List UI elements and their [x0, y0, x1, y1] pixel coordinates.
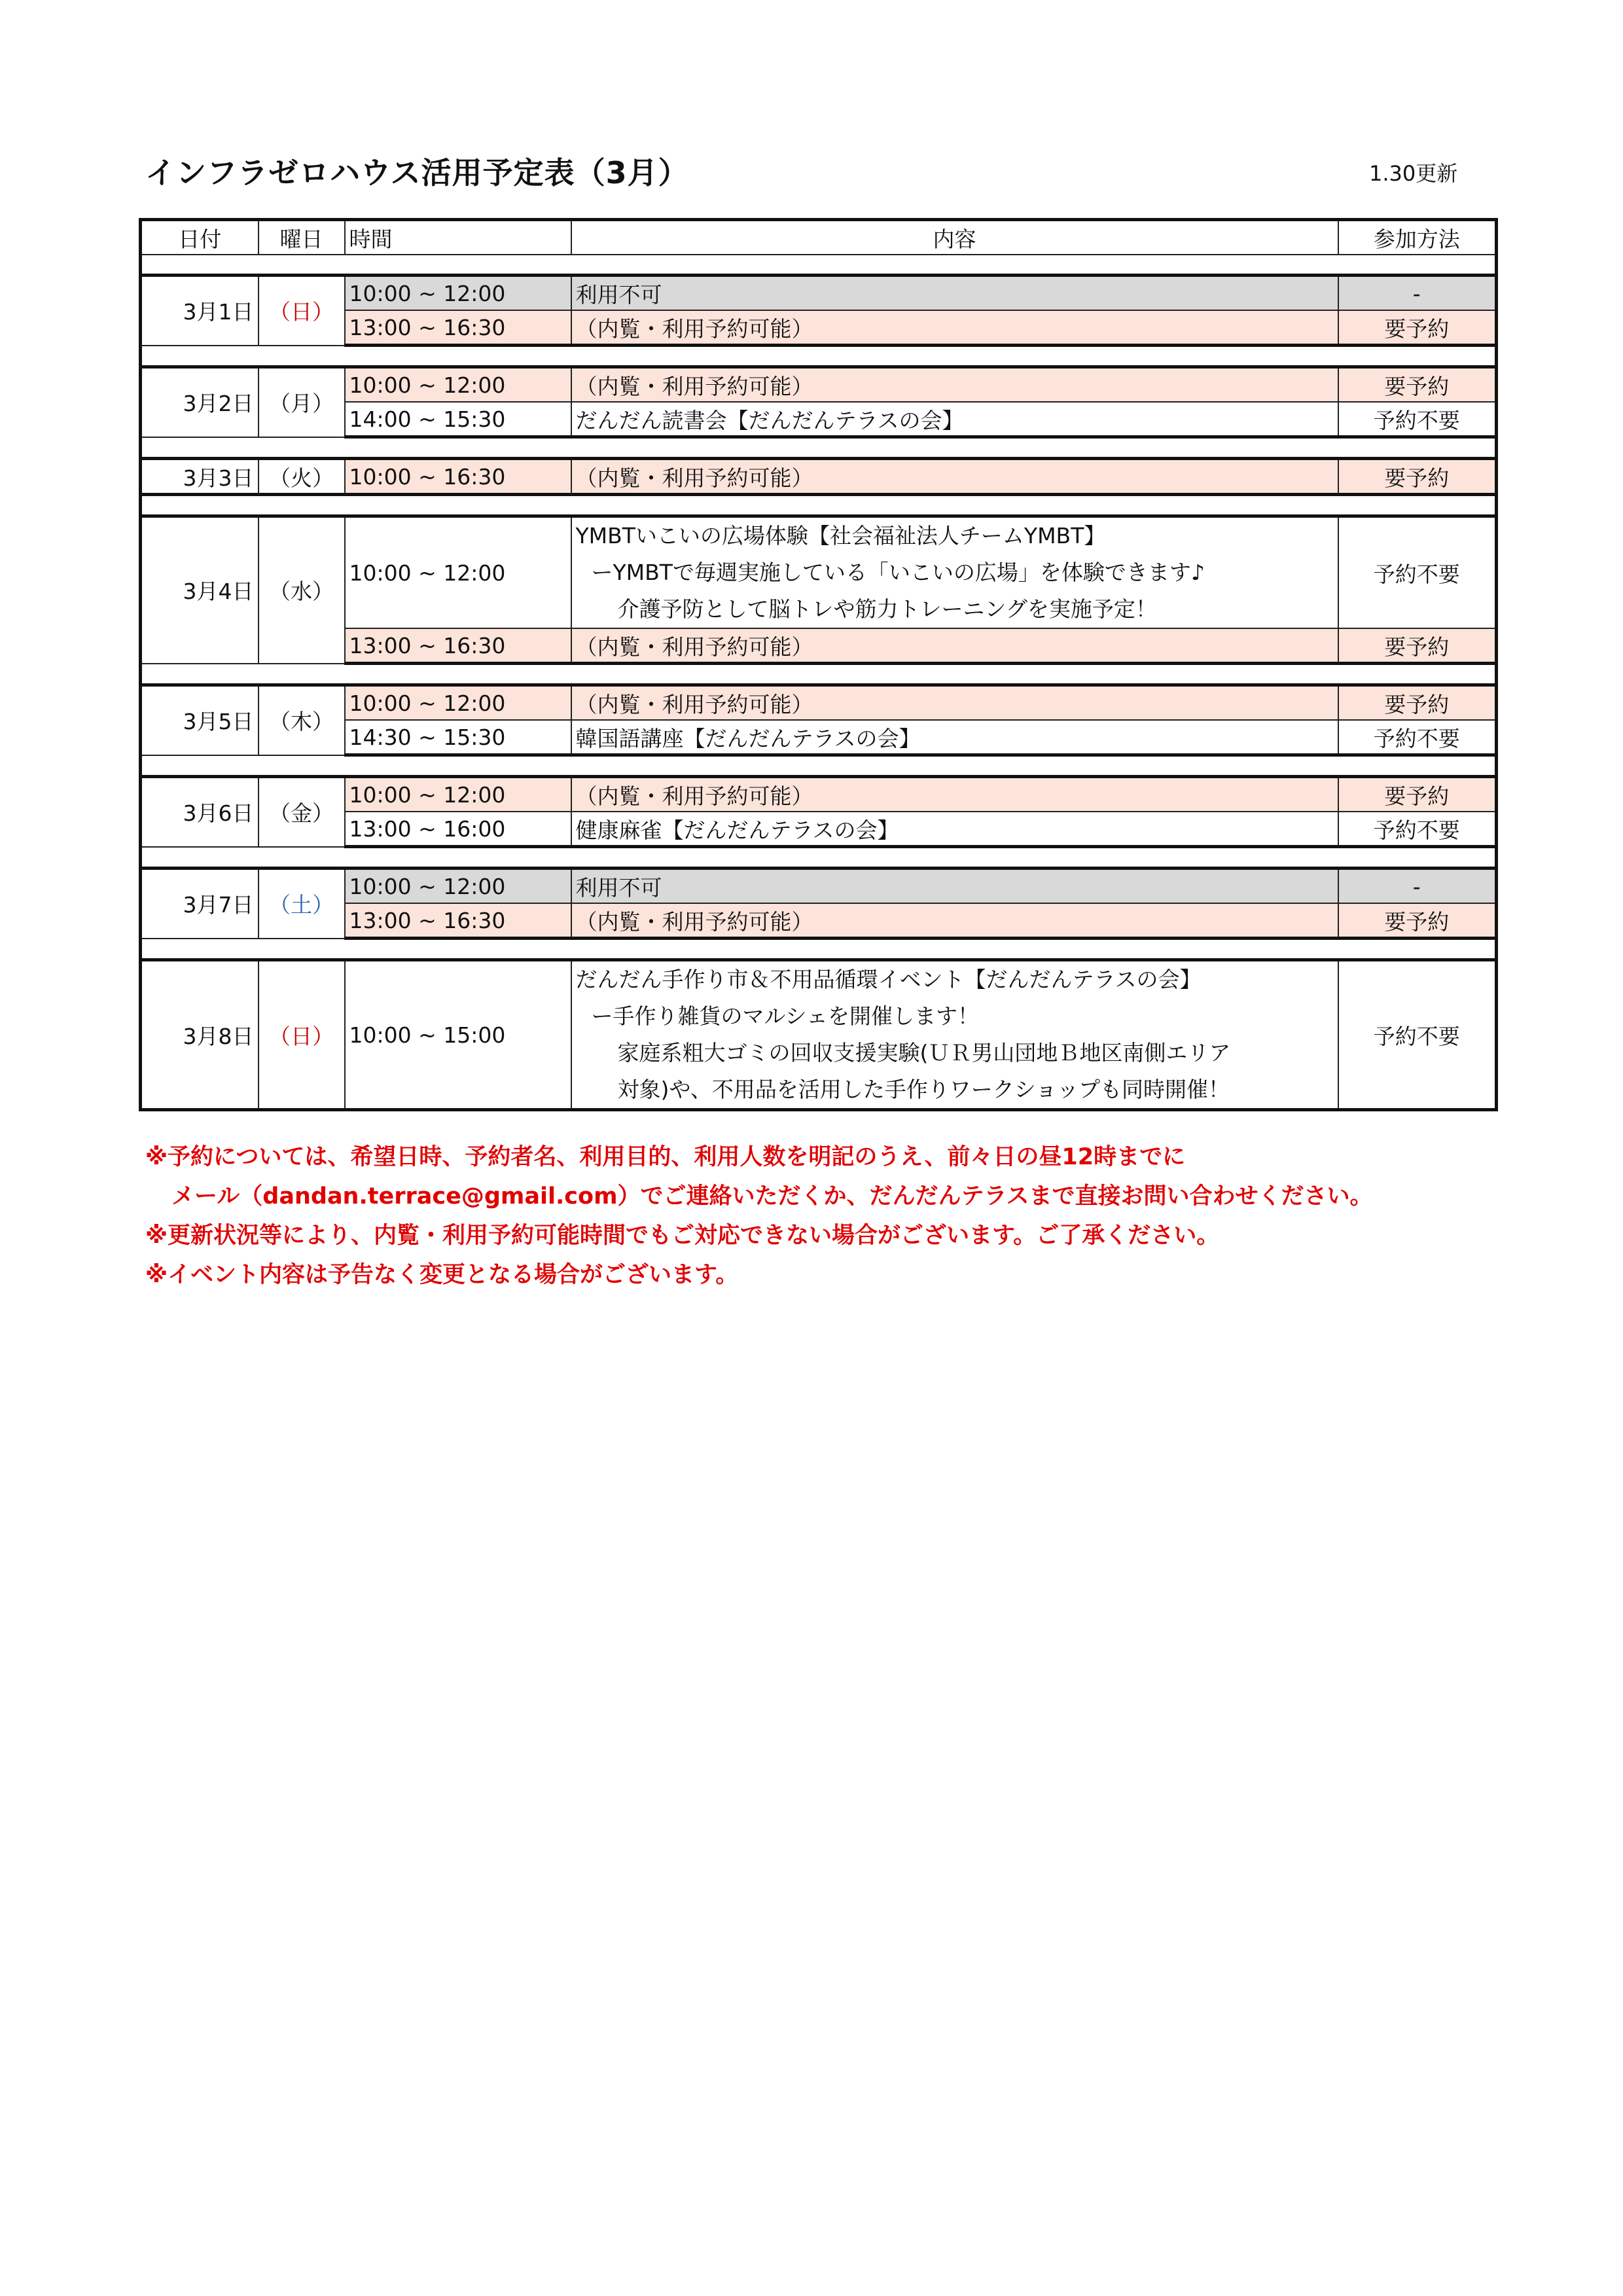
row-method: 要予約 — [1338, 310, 1497, 346]
row-content — [571, 516, 1338, 629]
schedule-table — [139, 218, 1498, 1111]
content-line: 介護予防として脳トレや筋力トレーニングを実施予定！ — [617, 596, 1157, 622]
row-date: 3月2日 — [141, 367, 259, 437]
table-row — [141, 869, 1497, 904]
row-method: 要予約 — [1338, 685, 1497, 721]
row-dow: （金） — [259, 777, 345, 847]
row-content: 利用不可 — [571, 276, 1338, 311]
row-time: 10:00 ~ 12:00 — [345, 869, 571, 904]
row-dow: （月） — [259, 367, 345, 437]
page-title: インフラゼロハウス活用予定表（3月） — [145, 155, 689, 190]
row-content: 利用不可 — [571, 869, 1338, 904]
content-line: ー手作り雑貨のマルシェを開催します！ — [591, 1003, 980, 1029]
row-time: 10:00 ~ 12:00 — [345, 367, 571, 403]
row-date: 3月7日 — [141, 869, 259, 939]
row-method: 予約不要 — [1338, 812, 1497, 847]
content-line: 家庭系粗大ゴミの回収支援実験(ＵＲ男山団地Ｂ地区南側エリア — [617, 1040, 1231, 1066]
row-date: 3月8日 — [141, 960, 259, 1110]
row-date: 3月1日 — [141, 276, 259, 346]
col-header-content: 内容 — [571, 220, 1338, 255]
col-header-time: 時間 — [345, 220, 571, 255]
row-method: 要予約 — [1338, 459, 1497, 495]
row-method: 要予約 — [1338, 903, 1497, 939]
row-time: 10:00 ~ 12:00 — [345, 685, 571, 721]
row-method: 要予約 — [1338, 367, 1497, 403]
spacer-row — [141, 346, 1497, 367]
row-method: - — [1338, 276, 1497, 311]
row-time: 10:00 ~ 12:00 — [345, 276, 571, 311]
row-dow: （火） — [259, 459, 345, 495]
note-changes: ※イベント内容は予告なく変更となる場合がございます。 — [145, 1262, 739, 1288]
note-reservation: ※予約については、希望日時、予約者名、利用目的、利用人数を明記のうえ、前々日の昼12時までに — [145, 1144, 1186, 1170]
row-dow: （日） — [259, 960, 345, 1110]
row-time: 10:00 ~ 12:00 — [345, 777, 571, 812]
notes — [145, 1138, 1373, 1295]
table-row — [141, 777, 1497, 812]
table-row — [141, 960, 1497, 1110]
row-date: 3月3日 — [141, 459, 259, 495]
row-content: （内覧・利用予約可能） — [571, 628, 1338, 664]
row-content: （内覧・利用予約可能） — [571, 310, 1338, 346]
col-header-method: 参加方法 — [1338, 220, 1497, 255]
row-time: 10:00 ~ 12:00 — [345, 516, 571, 629]
spacer-row — [141, 255, 1497, 276]
table-row — [141, 367, 1497, 403]
note-availability: ※更新状況等により、内覧・利用予約可能時間でもご対応できない場合がございます。ご了承ください。 — [145, 1223, 1220, 1249]
content-line: だんだん手作り市＆不用品循環イベント【だんだんテラスの会】 — [575, 967, 1202, 992]
row-method: 要予約 — [1338, 628, 1497, 664]
row-date: 3月6日 — [141, 777, 259, 847]
spacer-row — [141, 847, 1497, 869]
row-method: - — [1338, 869, 1497, 904]
row-method: 予約不要 — [1338, 402, 1497, 437]
row-content: 健康麻雀【だんだんテラスの会】 — [571, 812, 1338, 847]
row-content: 韓国語講座【だんだんテラスの会】 — [571, 720, 1338, 755]
table-header — [141, 220, 1497, 255]
row-dow: （木） — [259, 685, 345, 755]
row-time: 13:00 ~ 16:30 — [345, 628, 571, 664]
table-row — [141, 276, 1497, 311]
spacer-row — [141, 495, 1497, 516]
row-time: 13:00 ~ 16:00 — [345, 812, 571, 847]
table-row — [141, 516, 1497, 629]
spacer-row — [141, 755, 1497, 777]
row-date: 3月4日 — [141, 516, 259, 664]
row-content: （内覧・利用予約可能） — [571, 459, 1338, 495]
content-line: YMBTいこいの広場体験【社会福祉法人チームYMBT】 — [575, 523, 1106, 548]
row-time: 13:00 ~ 16:30 — [345, 310, 571, 346]
row-method: 予約不要 — [1338, 960, 1497, 1110]
updated-date: 1.30更新 — [1369, 161, 1458, 186]
row-time: 10:00 ~ 15:00 — [345, 960, 571, 1110]
row-method: 要予約 — [1338, 777, 1497, 812]
row-dow: （水） — [259, 516, 345, 664]
spacer-row — [141, 437, 1497, 459]
col-header-dow: 曜日 — [259, 220, 345, 255]
row-time: 14:00 ~ 15:30 — [345, 402, 571, 437]
content-line: ーYMBTで毎週実施している「いこいの広場」を体験できます♪ — [591, 560, 1205, 585]
spacer-row — [141, 939, 1497, 960]
row-dow: （土） — [259, 869, 345, 939]
row-method: 予約不要 — [1338, 516, 1497, 629]
row-method: 予約不要 — [1338, 720, 1497, 755]
row-content: （内覧・利用予約可能） — [571, 777, 1338, 812]
note-contact: メール（dandan.terrace@gmail.com）でご連絡いただくか、だんだんテラスまで直接お問い合わせください。 — [171, 1183, 1373, 1210]
table-row — [141, 459, 1497, 495]
row-time: 10:00 ~ 16:30 — [345, 459, 571, 495]
content-line: 対象)や、不用品を活用した手作りワークショップも同時開催！ — [617, 1077, 1230, 1102]
row-dow: （日） — [259, 276, 345, 346]
row-content: （内覧・利用予約可能） — [571, 903, 1338, 939]
row-content: （内覧・利用予約可能） — [571, 685, 1338, 721]
row-time: 14:30 ~ 15:30 — [345, 720, 571, 755]
row-content — [571, 960, 1338, 1110]
col-header-date: 日付 — [141, 220, 259, 255]
row-content: （内覧・利用予約可能） — [571, 367, 1338, 403]
spacer-row — [141, 664, 1497, 685]
table-row — [141, 685, 1497, 721]
row-time: 13:00 ~ 16:30 — [345, 903, 571, 939]
row-content: だんだん読書会【だんだんテラスの会】 — [571, 402, 1338, 437]
row-date: 3月5日 — [141, 685, 259, 755]
